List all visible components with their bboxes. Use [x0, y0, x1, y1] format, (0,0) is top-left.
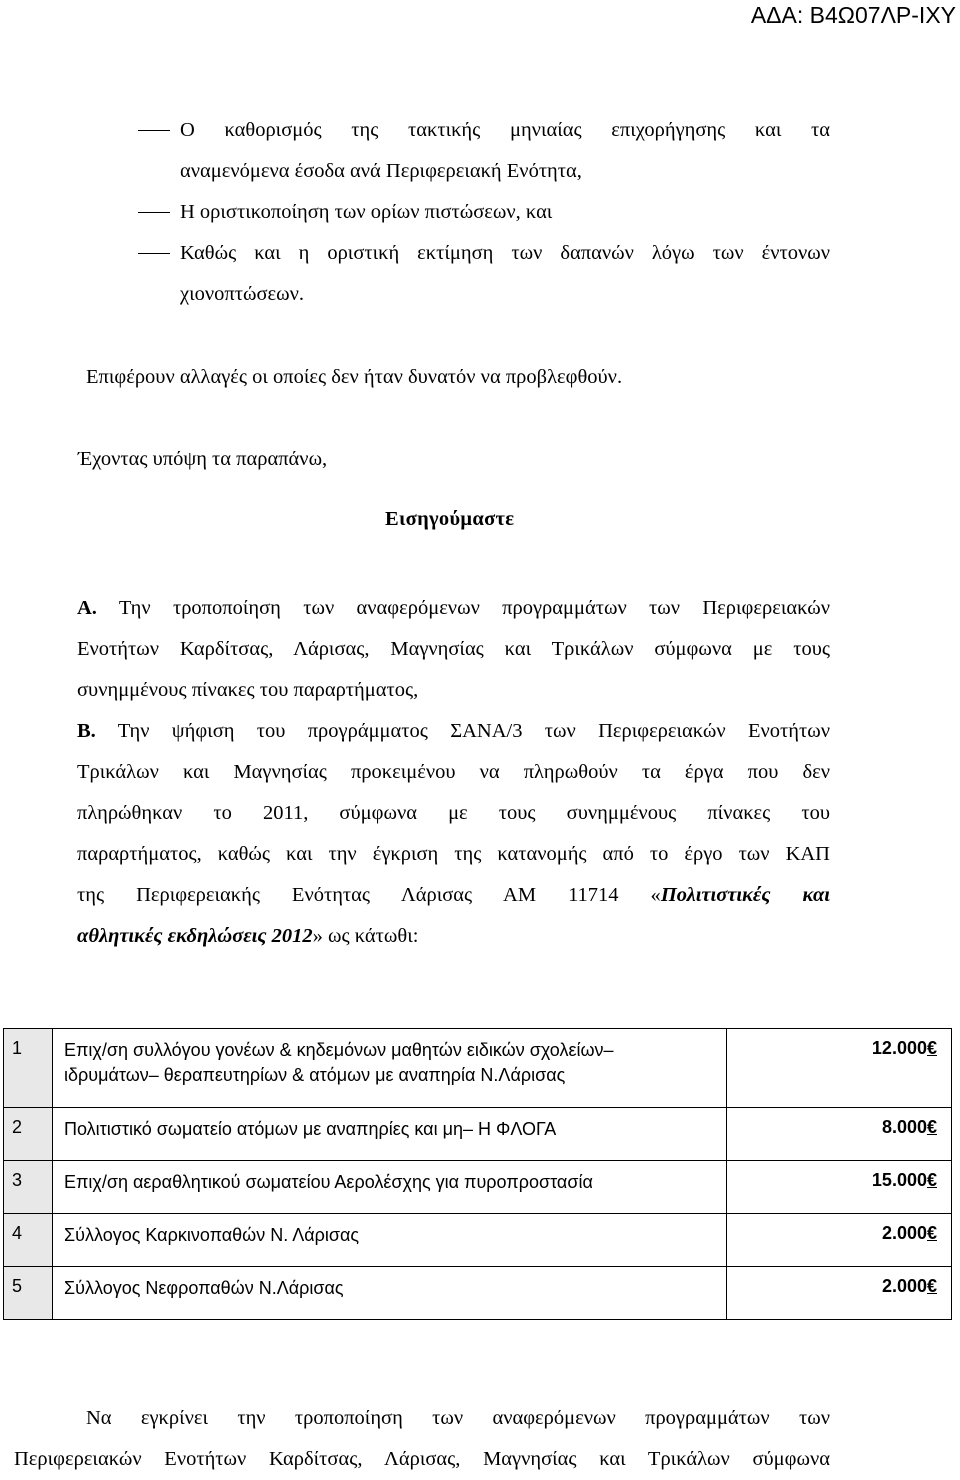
section-a-text: Την τροποποίηση των αναφερόμενων προγραμμάτων των Περιφερειακών: [118, 597, 830, 619]
section-a: [77, 588, 830, 711]
recommendation-heading: Εισηγούμαστε: [385, 508, 515, 530]
euro-icon: €: [926, 1038, 937, 1058]
section-b-line: πληρώθηκαν το 2011, σύμφωνα με τους συνημμένους πίνακες του: [77, 802, 830, 824]
grants-table: [3, 1028, 952, 1320]
row-description-line: Επιχ/ση συλλόγου γονέων & κηδεμόνων μαθητών ειδικών σχολείων–: [64, 1040, 614, 1060]
euro-icon: €: [926, 1170, 937, 1190]
closing-line: [14, 1439, 830, 1480]
euro-icon: €: [926, 1223, 937, 1243]
section-b-text: Την ψήφιση του προγράμματος ΣΑΝΑ/3 των Περιφερειακών Ενοτήτων: [117, 720, 830, 742]
section-b-line6-suffix: » ως κάτωθι:: [312, 925, 419, 947]
table-row: [4, 1108, 952, 1161]
bullet-line: Καθώς και η οριστική εκτίμηση των δαπανών λόγω των έντονων: [180, 242, 830, 264]
considering-paragraph: Έχοντας υπόψη τα παραπάνω,: [78, 448, 328, 470]
section-b-line: παραρτήματος, καθώς και την έγκριση της κατανομής από το έργο των ΚΑΠ: [77, 843, 830, 865]
row-description: [53, 1029, 727, 1108]
section-b-line5-prefix: της Περιφερειακής Ενότητας Λάρισας ΑΜ 11714 «: [77, 884, 661, 906]
section-a-label: Α.: [77, 597, 97, 619]
row-number: 2: [4, 1108, 53, 1161]
ada-code: ΑΔΑ: Β4Ω07ΛΡ-ΙΧΥ: [750, 2, 956, 28]
row-description: Σύλλογος Νεφροπαθών Ν.Λάρισας: [53, 1267, 727, 1320]
row-number: 3: [4, 1161, 53, 1214]
section-b: [77, 711, 830, 957]
row-amount: [727, 1267, 952, 1320]
row-description-line: ιδρυμάτων– θεραπευτηρίων & ατόμων με αναπηρία Ν.Λάρισας: [64, 1065, 566, 1085]
row-amount: [727, 1161, 952, 1214]
row-number: 1: [4, 1029, 53, 1108]
bullet-item: [138, 233, 830, 274]
bullet-line: αναμενόμενα έσοδα ανά Περιφερειακή Ενότητα,: [180, 160, 582, 182]
row-description: Πολιτιστικό σωματείο ατόμων με αναπηρίες και μη– Η ΦΛΟΓΑ: [53, 1108, 727, 1161]
bullet-text: [180, 192, 830, 233]
table-row: [4, 1161, 952, 1214]
table-row: [4, 1214, 952, 1267]
amount-value: 2.000: [881, 1223, 927, 1243]
bullet-text: [180, 233, 830, 274]
dash-bullet-icon: [138, 110, 180, 151]
table-row: [4, 1029, 952, 1108]
section-b-line: Τρικάλων και Μαγνησίας προκειμένου να πληρωθούν τα έργα που δεν: [77, 761, 830, 783]
section-b-line: [77, 711, 830, 752]
section-a-line: Ενοτήτων Καρδίτσας, Λάρισας, Μαγνησίας και Τρικάλων σύμφωνα με τους: [77, 638, 830, 660]
changes-paragraph: Επιφέρουν αλλαγές οι οποίες δεν ήταν δυνατόν να προβλεφθούν.: [86, 366, 623, 388]
row-amount: [727, 1029, 952, 1108]
section-b-project-title: αθλητικές εκδηλώσεις 2012: [77, 925, 313, 947]
bullet-line: Ο καθορισμός της τακτικής μηνιαίας επιχορήγησης και τα: [180, 119, 830, 141]
amount-value: 12.000: [871, 1038, 927, 1058]
row-description: Επιχ/ση αεραθλητικού σωματείου Αερολέσχης για πυροπροστασία: [53, 1161, 727, 1214]
section-a-line: [77, 588, 830, 629]
section-a-line: συνημμένους πίνακες του παραρτήματος,: [77, 679, 419, 701]
row-number: 4: [4, 1214, 53, 1267]
closing-line-1: Να εγκρίνει την τροποποίηση των αναφερόμενων προγραμμάτων των: [86, 1407, 830, 1429]
bullet-line: Η οριστικοποίηση των ορίων πιστώσεων, και: [180, 201, 553, 223]
section-b-line: [77, 875, 830, 916]
bullet-line: χιονοπτώσεων.: [180, 283, 305, 305]
bullet-item: [138, 192, 830, 233]
amount-value: 15.000: [871, 1170, 927, 1190]
row-number: 5: [4, 1267, 53, 1320]
amount-value: 2.000: [881, 1276, 927, 1296]
bullet-text: [180, 110, 830, 192]
section-b-project-title: Πολιτιστικές και: [660, 884, 830, 906]
closing-line-2: Περιφερειακών Ενοτήτων Καρδίτσας, Λάρισας, Μαγνησίας και Τρικάλων σύμφωνα: [14, 1448, 830, 1470]
section-b-label: Β.: [77, 720, 96, 742]
bullet-list: [138, 110, 830, 315]
bullet-item: [138, 110, 830, 192]
amount-value: 8.000: [881, 1117, 927, 1137]
euro-icon: €: [926, 1117, 937, 1137]
closing-line: [14, 1398, 830, 1439]
section-b-line: [77, 916, 830, 957]
dash-bullet-icon: [138, 192, 180, 233]
row-amount: [727, 1214, 952, 1267]
dash-bullet-icon: [138, 233, 180, 274]
euro-icon: €: [926, 1276, 937, 1296]
table-row: [4, 1267, 952, 1320]
row-description: Σύλλογος Καρκινοπαθών Ν. Λάρισας: [53, 1214, 727, 1267]
row-amount: [727, 1108, 952, 1161]
